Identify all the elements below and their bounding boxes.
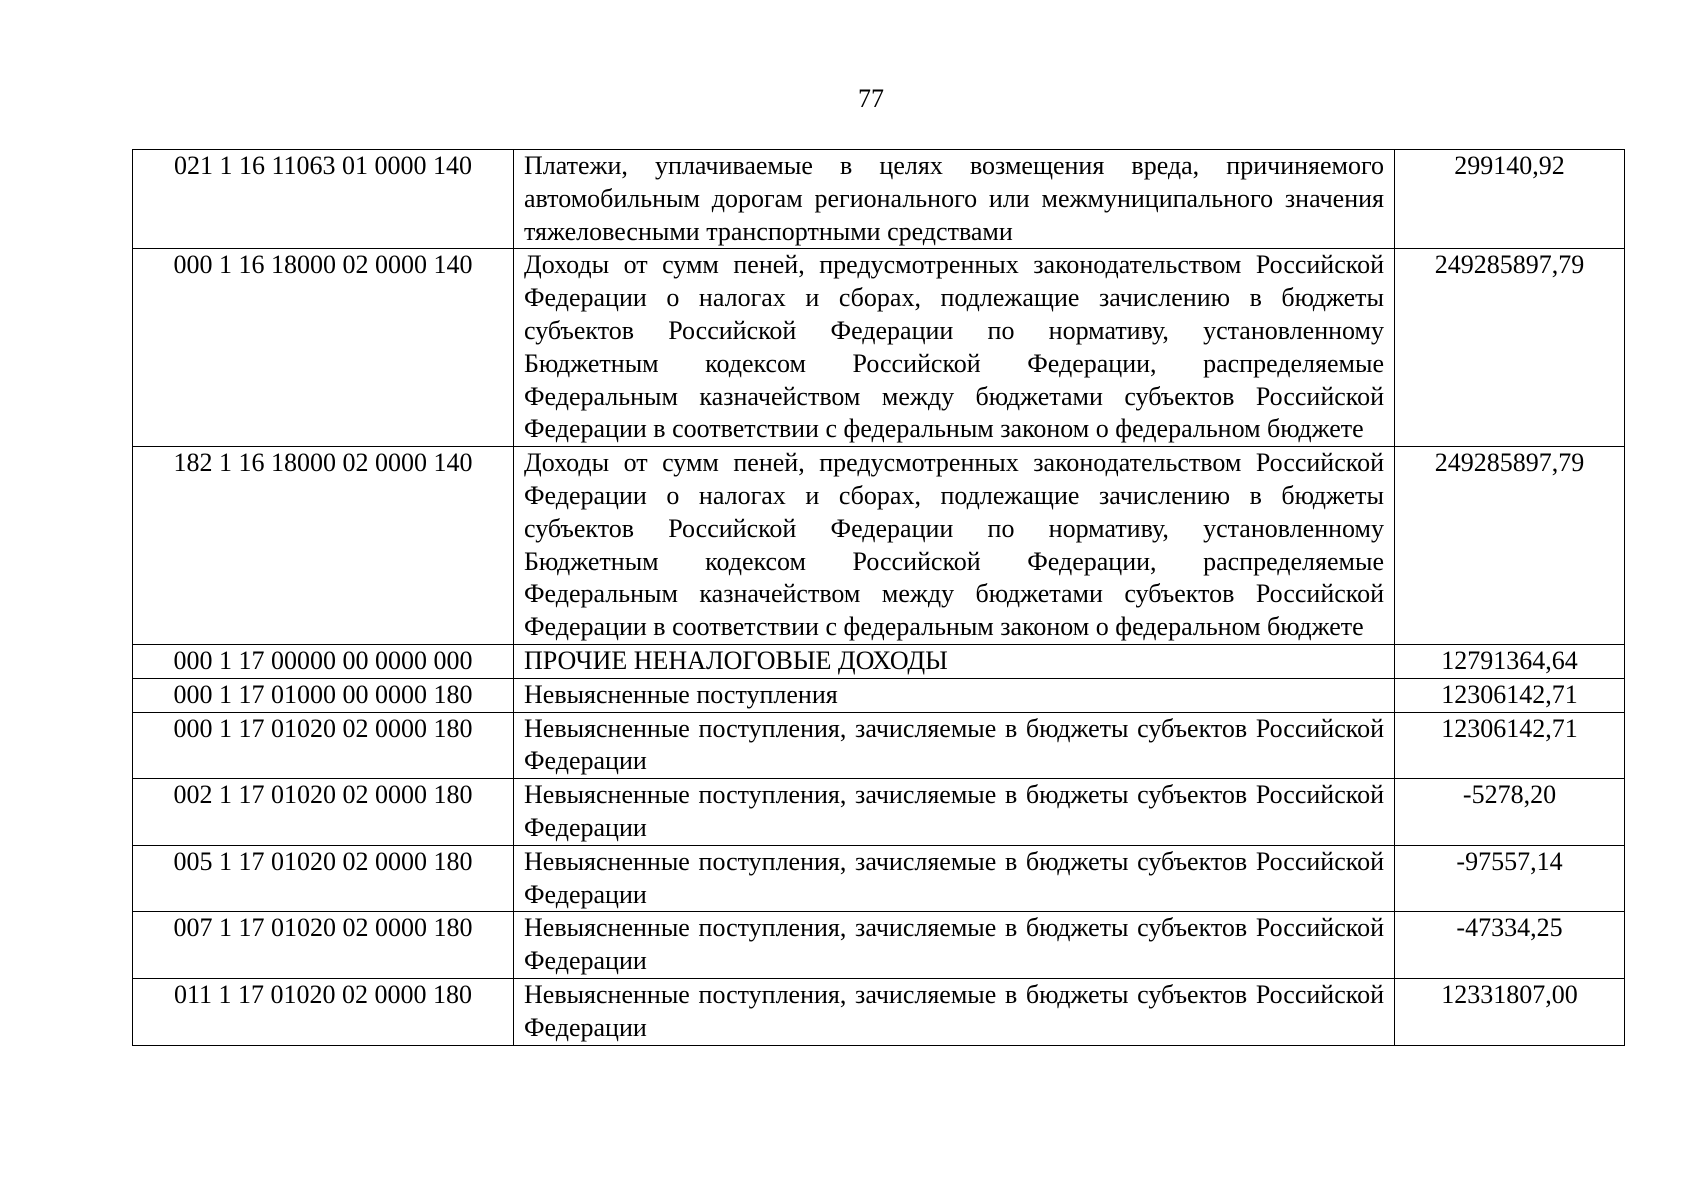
budget-revenue-table bbox=[132, 149, 1625, 1046]
table-row bbox=[133, 150, 1625, 249]
amount-cell: 299140,92 bbox=[1395, 150, 1625, 249]
amount-cell: 12331807,00 bbox=[1395, 978, 1625, 1045]
revenue-name-cell: ПРОЧИЕ НЕНАЛОГОВЫЕ ДОХОДЫ bbox=[514, 644, 1395, 678]
budget-code-cell: 005 1 17 01020 02 0000 180 bbox=[133, 845, 514, 912]
amount-cell: 12306142,71 bbox=[1395, 712, 1625, 779]
revenue-name-cell: Доходы от сумм пеней, предусмотренных законодательством Российской Федерации о налогах и сборах, подлежащие зачислению в бюджеты субъектов Российской Федерации по нормативу, установленному Бюджетным кодексом Российской Федерации, распределяемые Федеральным казначейством между бюджетами субъектов Российской Федерации в соответствии с федеральным законом о федеральном бюджете bbox=[514, 249, 1395, 447]
budget-code-cell: 002 1 17 01020 02 0000 180 bbox=[133, 779, 514, 846]
table-row bbox=[133, 447, 1625, 645]
table-row bbox=[133, 779, 1625, 846]
amount-cell: 249285897,79 bbox=[1395, 447, 1625, 645]
budget-code-cell: 011 1 17 01020 02 0000 180 bbox=[133, 978, 514, 1045]
budget-code-cell: 000 1 17 00000 00 0000 000 bbox=[133, 644, 514, 678]
budget-code-cell: 000 1 16 18000 02 0000 140 bbox=[133, 249, 514, 447]
table-row bbox=[133, 249, 1625, 447]
table-row bbox=[133, 845, 1625, 912]
table-row bbox=[133, 712, 1625, 779]
amount-cell: -97557,14 bbox=[1395, 845, 1625, 912]
table-row bbox=[133, 678, 1625, 712]
revenue-name-cell: Невыясненные поступления bbox=[514, 678, 1395, 712]
revenue-name-cell: Доходы от сумм пеней, предусмотренных законодательством Российской Федерации о налогах и сборах, подлежащие зачислению в бюджеты субъектов Российской Федерации по нормативу, установленному Бюджетным кодексом Российской Федерации, распределяемые Федеральным казначейством между бюджетами субъектов Российской Федерации в соответствии с федеральным законом о федеральном бюджете bbox=[514, 447, 1395, 645]
page-number: 77 bbox=[858, 84, 884, 113]
table-row bbox=[133, 912, 1625, 979]
amount-cell: -5278,20 bbox=[1395, 779, 1625, 846]
amount-cell: 12791364,64 bbox=[1395, 644, 1625, 678]
revenue-name-cell: Невыясненные поступления, зачисляемые в бюджеты субъектов Российской Федерации bbox=[514, 912, 1395, 979]
revenue-name-cell: Невыясненные поступления, зачисляемые в бюджеты субъектов Российской Федерации bbox=[514, 978, 1395, 1045]
table-row bbox=[133, 644, 1625, 678]
revenue-name-cell: Платежи, уплачиваемые в целях возмещения вреда, причиняемого автомобильным дорогам регионального или межмуниципального значения тяжеловесными транспортными средствами bbox=[514, 150, 1395, 249]
amount-cell: 249285897,79 bbox=[1395, 249, 1625, 447]
budget-code-cell: 021 1 16 11063 01 0000 140 bbox=[133, 150, 514, 249]
table-row bbox=[133, 978, 1625, 1045]
budget-code-cell: 182 1 16 18000 02 0000 140 bbox=[133, 447, 514, 645]
revenue-name-cell: Невыясненные поступления, зачисляемые в бюджеты субъектов Российской Федерации bbox=[514, 845, 1395, 912]
budget-code-cell: 000 1 17 01000 00 0000 180 bbox=[133, 678, 514, 712]
revenue-name-cell: Невыясненные поступления, зачисляемые в бюджеты субъектов Российской Федерации bbox=[514, 779, 1395, 846]
budget-code-cell: 000 1 17 01020 02 0000 180 bbox=[133, 712, 514, 779]
amount-cell: -47334,25 bbox=[1395, 912, 1625, 979]
revenue-name-cell: Невыясненные поступления, зачисляемые в бюджеты субъектов Российской Федерации bbox=[514, 712, 1395, 779]
budget-code-cell: 007 1 17 01020 02 0000 180 bbox=[133, 912, 514, 979]
amount-cell: 12306142,71 bbox=[1395, 678, 1625, 712]
